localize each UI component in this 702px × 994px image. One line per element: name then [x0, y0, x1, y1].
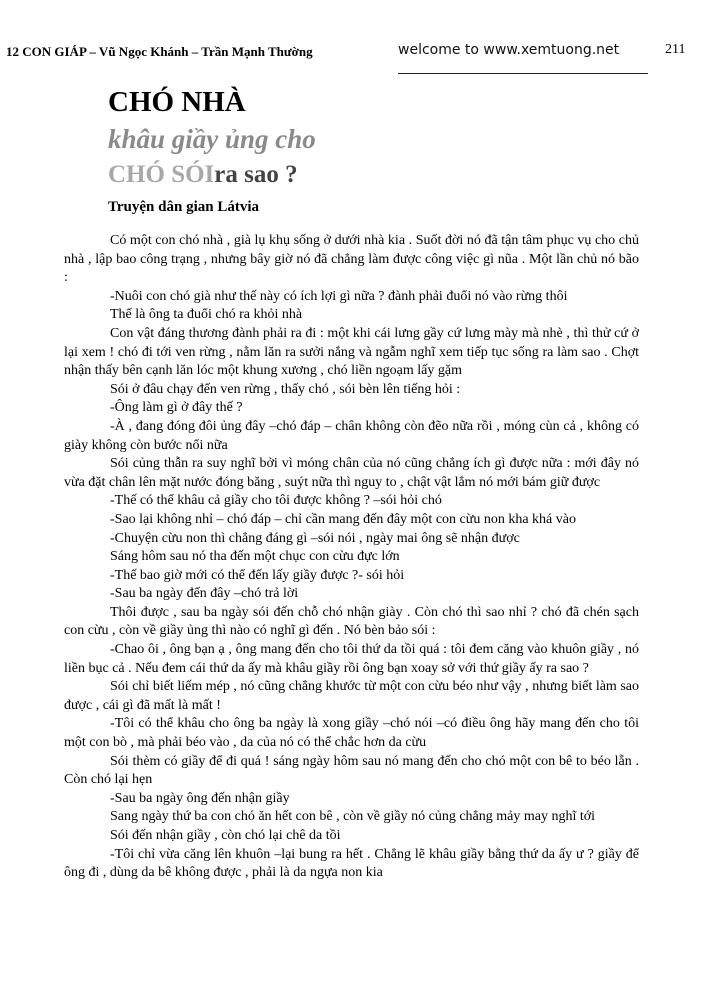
paragraph: -Ông làm gì ở đây thế ?: [110, 400, 243, 416]
story-title-line1: CHÓ NHÀ: [108, 86, 246, 118]
paragraph: -Chao ôi , ông bạn ạ , ông mang đến cho tôi thứ da tồi quá : tôi đem căng vào khuôn giầy , nó liền bục cả . Nếu đem cái thứ da ấy mà khâu giầy rồi ông bạn xoay sở với thứ giầy ấy ra sao ?: [64, 642, 639, 676]
header-book-title: 12 CON GIÁP – Vũ Ngọc Khánh – Trần Mạnh Thường: [6, 44, 313, 59]
header-rule: [398, 73, 648, 74]
page-number: 211: [665, 42, 686, 57]
paragraph: Thôi được , sau ba ngày sói đến chỗ chó nhận giày . Còn chó thì sao nhỉ ? chó đã chén sạch con cừu , còn về giầy ủng thì nào có nghĩ gì đến . Nó bèn bảo sói :: [64, 604, 639, 639]
paragraph: -Sau ba ngày ông đến nhận giầy: [110, 790, 290, 806]
paragraph: Con vật đáng thương đành phải ra đi : một khi cái lưng gầy cứ lưng mày mà nhè , thì thử cứ ở lại xem ! chó đi tới ven rừng , nằm lăn ra sưởi nắng và ngẫm nghĩ xem tiếp tục sống ra làm sao . Chợt nhận thấy bên cạnh lăn lóc một khung xương , chó liền ngoạm lấy gặm: [64, 325, 639, 379]
paragraph: Sói củng thẫn ra suy nghĩ bởi vì móng chân của nó cũng chẳng ích gì được nữa : mới đây nó vừa đặt chân lên mặt nước đóng băng , suýt nữa thì nguy to , chật vật lắm nó mới bám giữ được: [64, 456, 639, 490]
paragraph: Thế là ông ta đuổi chó ra khỏi nhà: [110, 307, 303, 323]
paragraph: Sói ở đâu chạy đến ven rừng , thấy chó , sói bèn lên tiếng hỏi :: [110, 381, 461, 397]
paragraph: -À , đang đóng đôi ủng đây –chó đáp – chân không còn đẽo nữa rồi , móng cùn cả , không có giày không còn bước nổi nữa: [64, 418, 639, 453]
paragraph: -Thế bao giờ mới có thể đến lấy giầy được ?- sói hỏi: [110, 567, 405, 583]
paragraph: -Tôi chỉ vừa căng lên khuôn –lại bung ra hết . Chẳng lẽ khâu giầy bằng thứ da ấy ư ? giầy để ông đi , dùng da bê không được , phải là da ngựa non kia: [64, 846, 639, 881]
story-title-line3: [108, 161, 298, 189]
paragraph: Sang ngày thứ ba con chó ăn hết con bê , còn về giầy nó củng chẳng mảy may nghĩ tới: [110, 809, 596, 825]
paragraph: -Sau ba ngày đến đây –chó trả lời: [110, 586, 299, 602]
paragraph: -Chuyện cừu non thì chẳng đáng gì –sói nói , ngày mai ông sẽ nhận được: [110, 530, 520, 546]
story-body: [64, 232, 639, 883]
paragraph: Sáng hôm sau nó tha đến một chục con cừu đực lớn: [110, 549, 400, 565]
story-title-gray: CHÓ SÓI: [108, 161, 215, 188]
paragraph: Có một con chó nhà , già lụ khụ sống ở dưới nhà kia . Suốt đời nó đã tận tâm phục vụ cho chủ nhà , lập bao công trạng , nhưng bây giờ nó đã chẳng làm được công việc gì nũa . Một lần chủ nó bão :: [64, 233, 639, 286]
paragraph: -Tôi có thể khâu cho ông ba ngày là xong giầy –chó nói –có điều ông hãy mang đến cho tôi một con bò , mà phải béo vào , da của nó có thể chắc hơn da cừu: [64, 716, 639, 751]
story-subtitle: Truyện dân gian Látvia: [108, 199, 260, 215]
header-website: welcome to www.xemtuong.net: [398, 42, 620, 58]
story-title-line2: khâu giầy ủng cho: [108, 124, 316, 154]
paragraph: -Thế có thể khâu cả giầy cho tôi được không ? –sói hỏi chó: [110, 493, 442, 509]
story-title-rest: ra sao ?: [214, 161, 298, 188]
paragraph: -Sao lại không nhỉ – chó đáp – chỉ cần mang đến đây một con cừu non kha khá vào: [110, 511, 576, 527]
paragraph: -Nuôi con chó già như thế này có ích lợi gì nữa ? đành phải đuổi nó vào rừng thôi: [110, 288, 568, 304]
paragraph: Sói đến nhận giầy , còn chó lại chê da tồi: [110, 828, 341, 843]
page-header: [0, 38, 702, 62]
paragraph: Sói chỉ biết liếm mép , nó cũng chẳng khước từ một con cừu béo như vậy , nhưng biết làm sao được , cái gì đã mất là mất !: [64, 679, 639, 713]
paragraph: Sói thèm có giầy để đi quá ! sáng ngày hôm sau nó mang đến cho chó một con bê to béo lẵn . Còn chó lại hẹn: [64, 753, 639, 788]
